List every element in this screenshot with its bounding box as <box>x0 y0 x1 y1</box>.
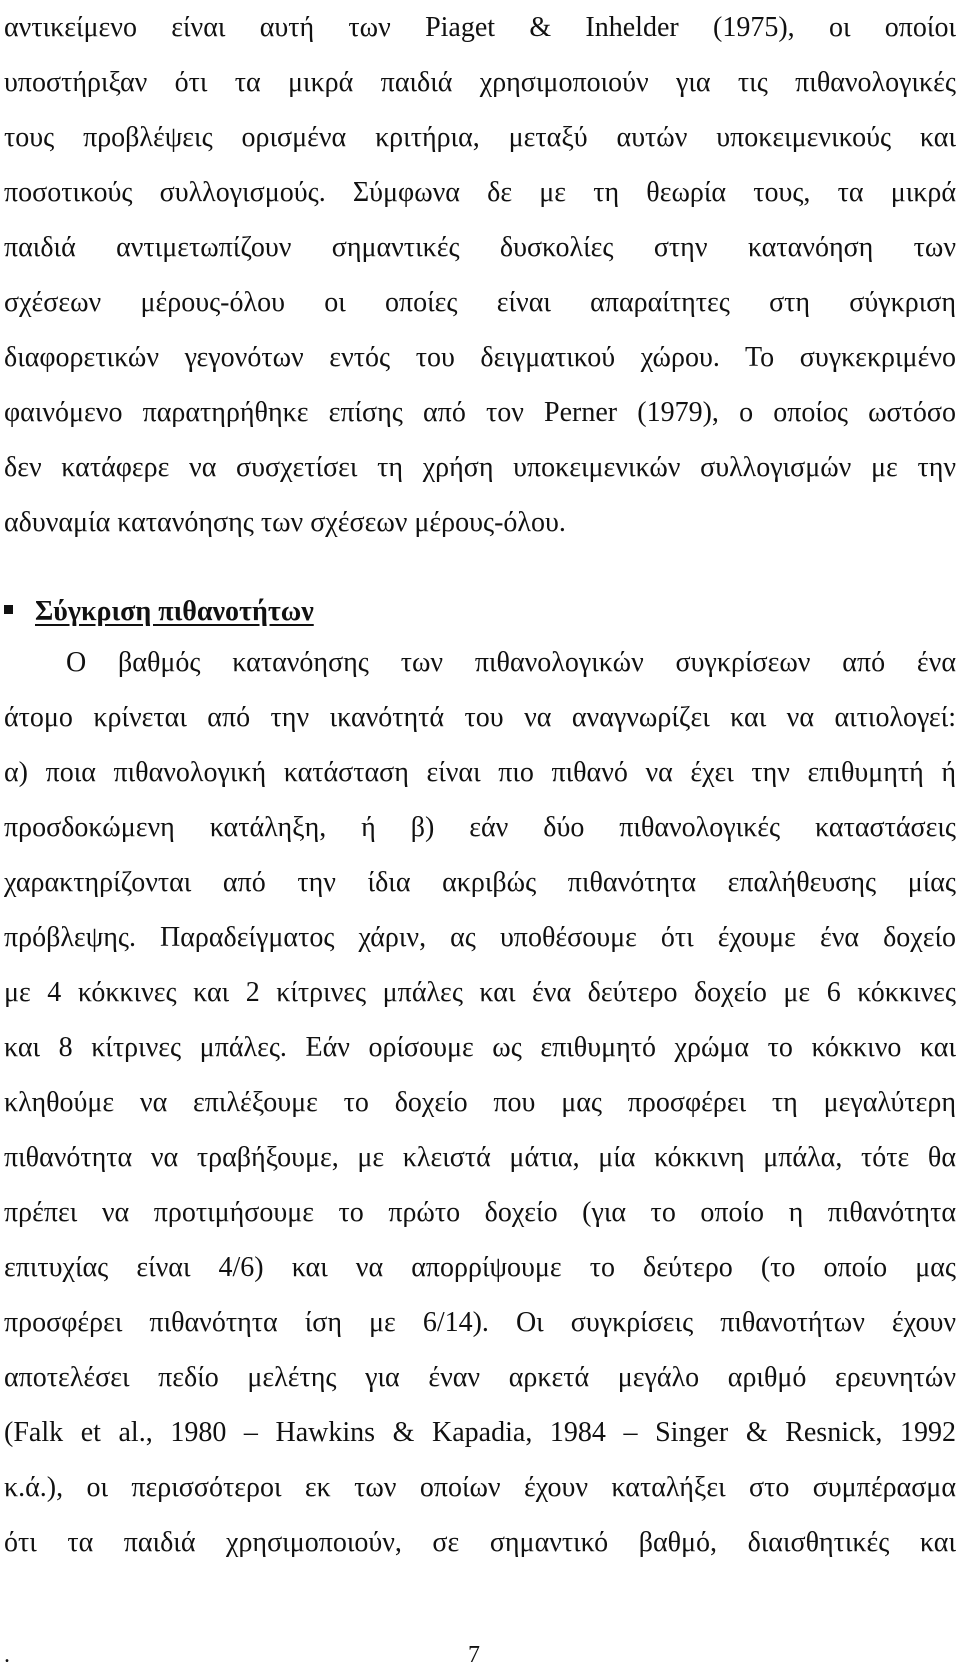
paragraph-2 <box>4 635 956 1570</box>
text-line: κ.ά.), οι περισσότεροι εκ των οποίων έχουν καταλήξει στο συμπέρασμα <box>4 1472 956 1503</box>
text-line: παιδιά αντιμετωπίζουν σημαντικές δυσκολίες στην κατανόηση των <box>4 232 956 263</box>
text-line: υποστήριξαν ότι τα μικρά παιδιά χρησιμοποιούν για τις πιθανολογικές <box>4 67 956 98</box>
text-line: αντικείμενο είναι αυτή των Piaget & Inhelder (1975), οι οποίοι <box>4 12 956 43</box>
footer-mark: . <box>4 1642 10 1668</box>
text-line: προσφέρει πιθανότητα ίση με 6/14). Οι συγκρίσεις πιθανοτήτων έχουν <box>4 1307 956 1338</box>
page-number: 7 <box>468 1642 480 1668</box>
text-line: αποτελέσει πεδίο μελέτης για έναν αρκετά μεγάλο αριθμό ερευνητών <box>4 1362 956 1393</box>
text-line: δεν κατάφερε να συσχετίσει τη χρήση υποκειμενικών συλλογισμών με την <box>4 452 956 483</box>
text-line: διαφορετικών γεγονότων εντός του δειγματικού χώρου. Το συγκεκριμένο <box>4 342 956 373</box>
text-line: με 4 κόκκινες και 2 κίτρινες μπάλες και ένα δεύτερο δοχείο με 6 κόκκινες <box>4 977 956 1008</box>
text-line: άτομο κρίνεται από την ικανότητά του να αναγνωρίζει και να αιτιολογεί: <box>4 702 956 733</box>
text-line: και 8 κίτρινες μπάλες. Εάν ορίσουμε ως επιθυμητό χρώμα το κόκκινο και <box>4 1032 956 1063</box>
text-line: κληθούμε να επιλέξουμε το δοχείο που μας προσφέρει τη μεγαλύτερη <box>4 1087 956 1118</box>
section-heading <box>4 592 314 632</box>
text-line: σχέσεων μέρους-όλου οι οποίες είναι απαραίτητες στη σύγκριση <box>4 287 956 318</box>
text-line: χαρακτηρίζονται από την ίδια ακριβώς πιθανότητα επαλήθευσης μίας <box>4 867 956 898</box>
square-bullet-icon <box>4 605 13 614</box>
text-line: επιτυχίας είναι 4/6) και να απορρίψουμε το δεύτερο (το οποίο μας <box>4 1252 956 1283</box>
text-line: (Falk et al., 1980 – Hawkins & Kapadia, 1984 – Singer & Resnick, 1992 <box>4 1417 956 1448</box>
text-line: ότι τα παιδιά χρησιμοποιούν, σε σημαντικό βαθμό, διαισθητικές και <box>4 1527 956 1558</box>
text-line: πιθανότητα να τραβήξουμε, με κλειστά μάτια, μία κόκκινη μπάλα, τότε θα <box>4 1142 956 1173</box>
text-line: α) ποια πιθανολογική κατάσταση είναι πιο πιθανό να έχει την επιθυμητή ή <box>4 757 956 788</box>
text-line: φαινόμενο παρατηρήθηκε επίσης από τον Perner (1979), ο οποίος ωστόσο <box>4 397 956 428</box>
paragraph-1 <box>4 0 956 550</box>
text-line: Ο βαθμός κατανόησης των πιθανολογικών συγκρίσεων από ένα <box>66 647 956 678</box>
text-line: πρόβλεψης. Παραδείγματος χάριν, ας υποθέσουμε ότι έχουμε ένα δοχείο <box>4 922 956 953</box>
text-line: τους προβλέψεις ορισμένα κριτήρια, μεταξύ αυτών υποκειμενικούς και <box>4 122 956 153</box>
text-line: αδυναμία κατανόησης των σχέσεων μέρους-όλου. <box>4 507 566 538</box>
text-line: πρέπει να προτιμήσουμε το πρώτο δοχείο (για το οποίο η πιθανότητα <box>4 1197 956 1228</box>
page-footer <box>0 1640 960 1670</box>
text-line: ποσοτικούς συλλογισμούς. Σύμφωνα δε με τη θεωρία τους, τα μικρά <box>4 177 956 208</box>
text-line: προσδοκώμενη κατάληξη, ή β) εάν δύο πιθανολογικές καταστάσεις <box>4 812 956 843</box>
section-heading-text: Σύγκριση πιθανοτήτων <box>35 596 314 627</box>
